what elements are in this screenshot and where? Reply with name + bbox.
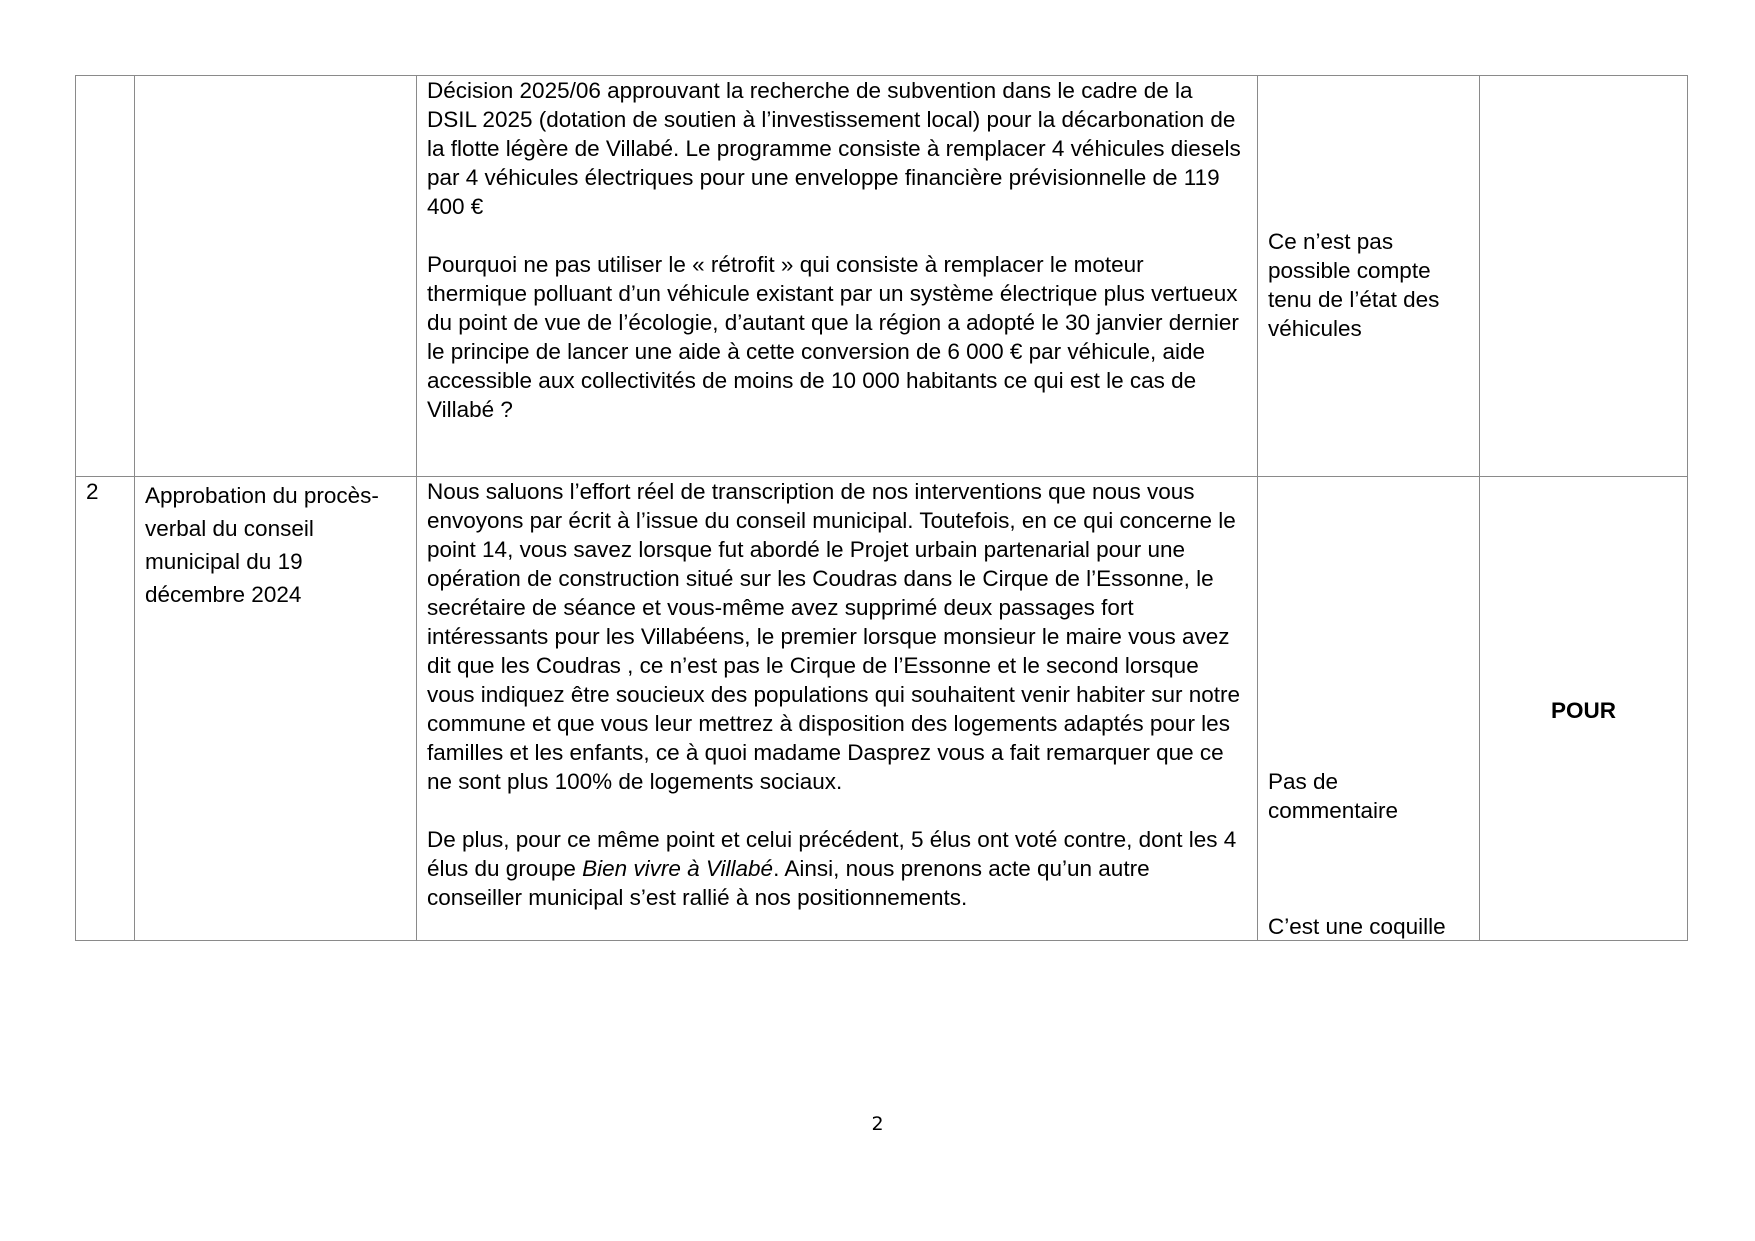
question-paragraph: Nous saluons l’effort réel de transcription de nos interventions que nous vous envoyons par écrit à l’issue du conseil municipal. Toutefois, en ce qui concerne le point 14, vous savez lorsque fut abordé le Projet urbain partenarial pour une opération de construction situé sur les Coudras dans le Cirque de l’Essonne, le secrétaire de séance et vous-même avez supprimé deux passages fort intéressants pour les Villabéens, le premier lorsque monsieur le maire vous avez dit que les Coudras , ce n’est pas le Cirque de l’Essonne et le second lorsque vous indiquez être soucieux des populations qui souhaitent venir habiter sur notre commune et que vous leur mettrez à disposition des logements adaptés pour les familles et les enfants, ce à quoi madame Dasprez vous a fait remarquer que ce ne sont plus 100% de logements sociaux. [427, 479, 1241, 794]
question-text: De plus, pour ce même point et celui précédent, 5 élus ont voté contre, dont les 4 élus du groupe [427, 827, 1237, 881]
answer-cell [1258, 477, 1480, 941]
answer-text: C’est une coquille [1268, 914, 1446, 939]
vote-cell [1480, 76, 1688, 477]
item-object-cell [135, 76, 417, 477]
table-row [76, 477, 1688, 941]
item-number-cell [76, 477, 135, 941]
question-cell [417, 76, 1258, 477]
item-number-cell [76, 76, 135, 477]
question-text: . Ainsi, nous prenons acte qu’un autre conseiller municipal s’est rallié à nos positionnements. [427, 856, 1150, 910]
question-paragraph: Pourquoi ne pas utiliser le « rétrofit » qui consiste à remplacer le moteur thermique polluant d’un véhicule existant par un système électrique plus vertueux du point de vue de l’écologie, d’autant que la région a adopté le 30 janvier dernier le principe de lancer une aide à cette conversion de 6 000 € par véhicule, aide accessible aux collectivités de moins de 10 000 habitants ce qui est le cas de Villabé ? [427, 252, 1239, 422]
question-paragraph [427, 825, 1247, 912]
council-minutes-table [75, 75, 1688, 941]
answer-cell [1258, 76, 1480, 477]
item-object: Approbation du procès-verbal du conseil municipal du 19 décembre 2024 [145, 483, 379, 607]
item-object-cell [135, 477, 417, 941]
answer-text: Pas de commentaire [1268, 769, 1399, 823]
item-number: 2 [86, 479, 99, 504]
vote-value: POUR [1550, 698, 1616, 723]
vote-cell [1480, 477, 1688, 941]
page-number: 2 [871, 1113, 884, 1135]
question-cell [417, 477, 1258, 941]
table-row [76, 76, 1688, 477]
question-paragraph: Décision 2025/06 approuvant la recherche de subvention dans le cadre de la DSIL 2025 (dotation de soutien à l’investissement local) pour la décarbonation de la flotte légère de Villabé. Le programme consiste à remplacer 4 véhicules diesels par 4 véhicules électriques pour une enveloppe financière prévisionnelle de 119 400 € [427, 78, 1241, 219]
group-name: Bien vivre à Villabé [582, 856, 774, 881]
answer-text: Ce n’est pas possible compte tenu de l’état des véhicules [1268, 229, 1440, 341]
